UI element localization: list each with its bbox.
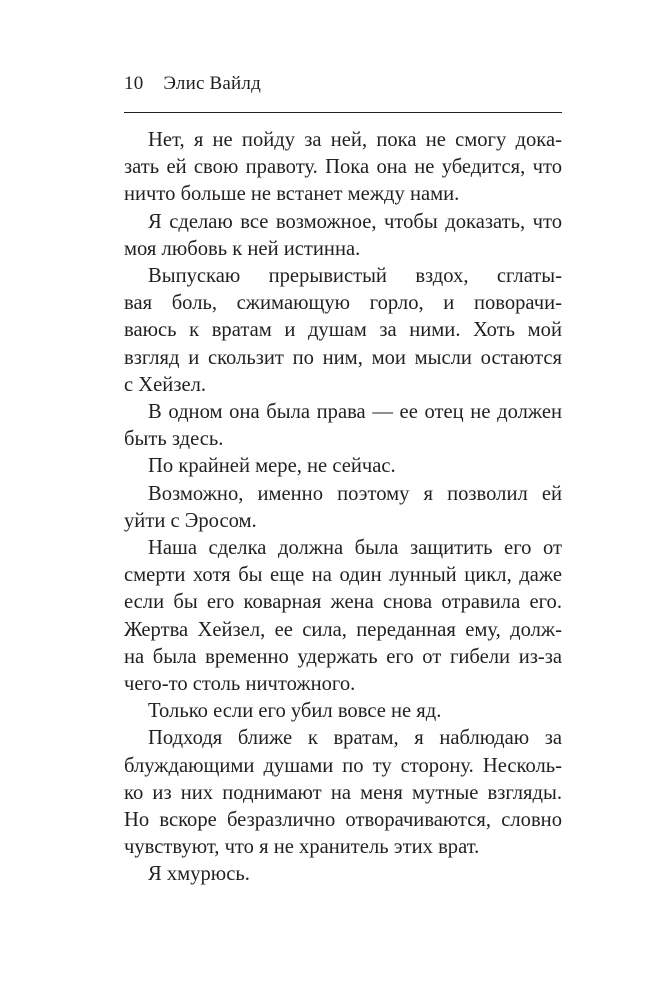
text-line: на была временно удержать его от гибели из-за [124,645,562,668]
text-line: с Хейзел. [124,373,207,396]
page-number: 10 [124,73,144,94]
text-line: Я сделаю все возможное, чтобы доказать, что [148,210,562,233]
paragraph [124,263,562,399]
text-line: быть здесь. [124,428,224,451]
paragraph [124,453,562,480]
text-line: Но вскоре безразлично отворачиваются, словно [124,809,562,832]
running-header [124,73,261,99]
text-line: Подходя ближе к вратам, я наблюдаю за [148,727,562,750]
text-line: Жертва Хейзел, ее сила, переданная ему, долж- [124,618,562,641]
text-line: Наша сделка должна была защитить его от [148,537,562,560]
running-header-author: Элис Вайлд [163,73,261,94]
text-line: Я хмурюсь. [148,863,250,886]
body-text [124,127,562,889]
text-line: вая боль, сжимающую горло, и поворачи- [124,292,562,315]
text-line: блуждающими душами по ту сторону. Несколь- [124,754,562,777]
text-line: ваюсь к вратам и душам за ними. Хоть мой [124,319,562,342]
text-line: По крайней мере, не сейчас. [148,455,396,478]
paragraph [124,535,562,698]
text-line: чувствуют, что я не хранитель этих врат. [124,836,480,859]
text-line: В одном она была права — ее отец не должен [148,401,562,424]
text-line: если бы его коварная жена снова отравила его. [124,591,562,614]
text-line: Только если его убил вовсе не яд. [148,700,442,723]
paragraph [124,127,562,209]
text-line: зать ей свою правоту. Пока она не убедится, что [124,156,562,179]
paragraph [124,725,562,861]
text-line: ко из них поднимают на меня мутные взгляды. [124,781,562,804]
text-line: Выпускаю прерывистый вздох, сглаты- [148,265,562,288]
paragraph [124,399,562,453]
paragraph [124,209,562,263]
paragraph [124,698,562,725]
text-line: Нет, я не пойду за ней, пока не смогу дока- [148,129,562,151]
text-line: смерти хотя бы еще на один лунный цикл, даже [124,564,562,587]
text-line: уйти с Эросом. [124,509,257,532]
paragraph [124,861,562,888]
text-line: ничто больше не встанет между нами. [124,183,460,206]
header-rule [124,112,562,113]
text-line: моя любовь к ней истинна. [124,237,361,260]
text-line: чего-то столь ничтожного. [124,673,356,696]
text-line: Возможно, именно поэтому я позволил ей [148,482,562,505]
paragraph [124,481,562,535]
text-line: взгляд и скользит по ним, мои мысли остаются [124,346,562,369]
